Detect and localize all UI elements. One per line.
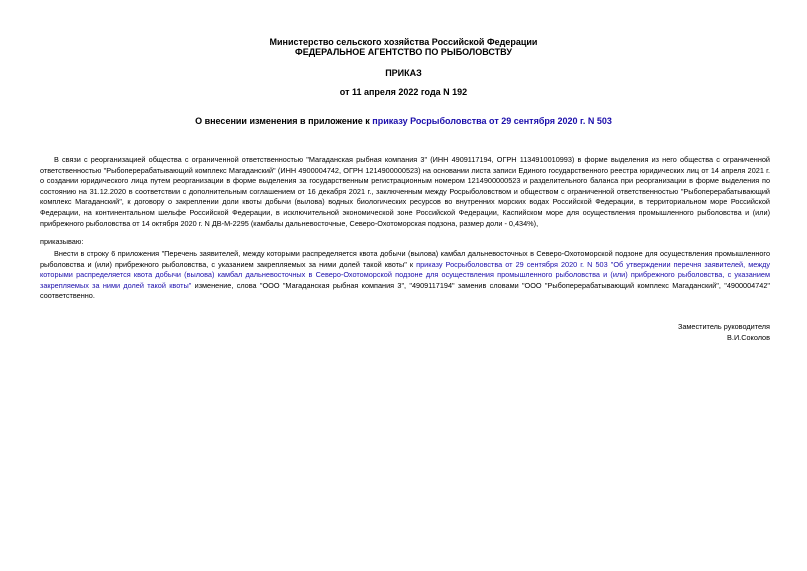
amendment-text-a: Внести в строку 6 приложения "Перечень заявителей, между которыми распределяется квота добычи (вылова) камбал дальневосточных в Северо-Охотоморской подзоне для осуществления промышленного рыболовства и (или) прибрежного рыболовства, с указанием закрепляемых за ними долей такой квоты" к: [40, 249, 770, 269]
paragraph-preamble-text: В связи с реорганизацией общества с ограниченной ответственностью "Магаданская рыбная компания 3" (ИНН 4909117194, ОГРН 1134910010993) в форме выделения из него общества с ограниченной ответственностью "Рыбоперерабатывающий комплекс Магаданский" (ИНН 4900004742, ОГРН 1214900000523) на основании листа записи Единого государственного реестра юридических лиц от 14 апреля 2021 г. о создании юридического лица путем реорганизации в форме выделения за государственным регистрационным номером 1214900000523 и разделительного баланса при реорганизации в форме выделения по состоянию на 31.12.2020 в соответствии с дополнительным соглашением от 16 декабря 2021 г., заключенным между Росрыболовством и обществом с ограниченной ответственностью "Рыбоперерабатывающий комплекс Магаданский", к договору о закреплении доли квоты добычи (вылова) водных биологических ресурсов во внутренних морских водах Российской Федерации, в территориальном море Российской Федерации, на континентальном шельфе Российской Федерации, в исключительной экономической зоне Российской Федерации, Каспийском море для осуществления промышленного рыболовства и (или) прибрежного рыболовства от 14 октября 2020 г. N ДВ-М-2295 (камбалы дальневосточные, Северо-Охотоморская подзона, размер доли - 0,434%),: [40, 155, 770, 228]
amendment-link-order[interactable]: приказу Росрыболовства от 29 сентября 2020 г. N 503: [416, 259, 608, 269]
document-title: [0, 116, 807, 127]
document-date: от 11 апреля 2022 года N 192: [339, 87, 468, 97]
agency-name: ФЕДЕРАЛЬНОЕ АГЕНТСТВО ПО РЫБОЛОВСТВУ: [295, 47, 512, 57]
document-type: ПРИКАЗ: [385, 68, 422, 78]
amendment-link-title[interactable]: "Об утверждении перечня заявителей, между которыми распределяется квота добычи (вылова) камбал дальневосточных в Северо-Охотоморской подзоне для осуществления промышленного рыболовства и (или) прибрежного рыболовства, с указанием закрепляемых за ними долей такой квоты": [40, 259, 770, 290]
title-link[interactable]: приказу Росрыболовства от 29 сентября 2020 г. N 503: [372, 116, 612, 126]
paragraph-amendment: [40, 249, 770, 302]
title-prefix: О внесении изменения в приложение к: [195, 116, 373, 126]
paragraph-order: приказываю:: [40, 237, 84, 246]
signature-name: В.И.Соколов: [727, 333, 770, 342]
paragraph-preamble: [40, 155, 770, 229]
ministry-name: Министерство сельского хозяйства Российской Федерации: [269, 37, 538, 47]
amendment-text-c: изменение, слова "ООО "Магаданская рыбная компания 3", "4909117194" заменив словами "ООО "Рыбоперерабатывающий комплекс Магаданский", "4900004742" соответственно.: [40, 280, 770, 301]
signature-position: Заместитель руководителя: [677, 322, 770, 331]
